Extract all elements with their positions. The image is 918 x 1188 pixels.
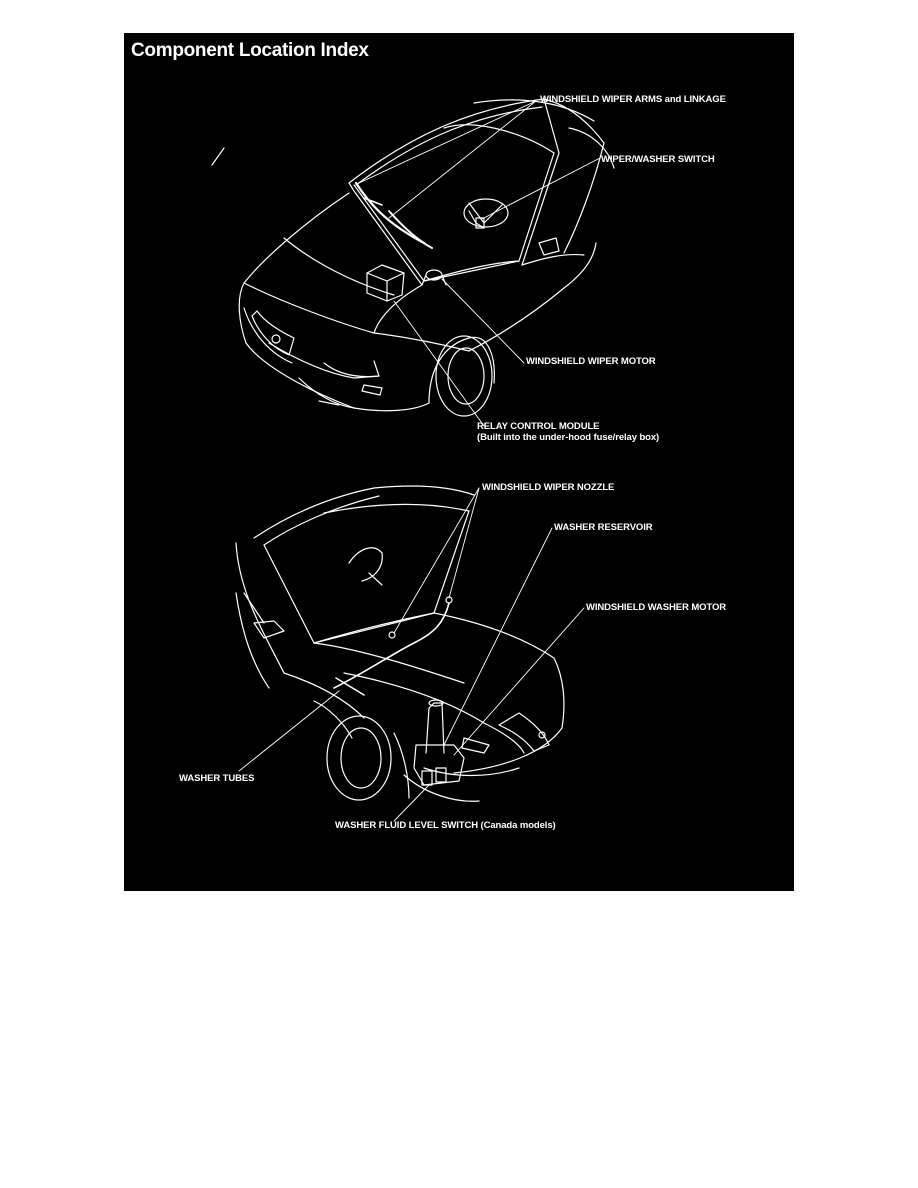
callout-wiper-arms: WINDSHIELD WIPER ARMS and LINKAGE: [540, 94, 726, 105]
callout-wiper-switch: WIPER/WASHER SWITCH: [601, 154, 715, 165]
diagram-panel: [124, 33, 794, 891]
callout-washer-tubes: WASHER TUBES: [179, 773, 255, 784]
bottom-car-illustration: [236, 486, 564, 801]
callout-wiper-motor: WINDSHIELD WIPER MOTOR: [526, 356, 656, 367]
callout-wiper-nozzle: WINDSHIELD WIPER NOZZLE: [482, 482, 615, 493]
page-title: Component Location Index: [131, 40, 369, 61]
top-car-illustration: [212, 99, 614, 416]
callout-fluid-level-switch: WASHER FLUID LEVEL SWITCH (Canada models): [335, 820, 556, 831]
callout-relay-module: RELAY CONTROL MODULE: [477, 421, 600, 432]
top-leader-lines: [359, 101, 600, 426]
callout-relay-module-note: (Built into the under-hood fuse/relay box): [477, 432, 660, 443]
callout-washer-reservoir: WASHER RESERVOIR: [554, 522, 653, 533]
bottom-leader-lines: [239, 488, 584, 821]
callout-washer-motor: WINDSHIELD WASHER MOTOR: [586, 602, 727, 613]
